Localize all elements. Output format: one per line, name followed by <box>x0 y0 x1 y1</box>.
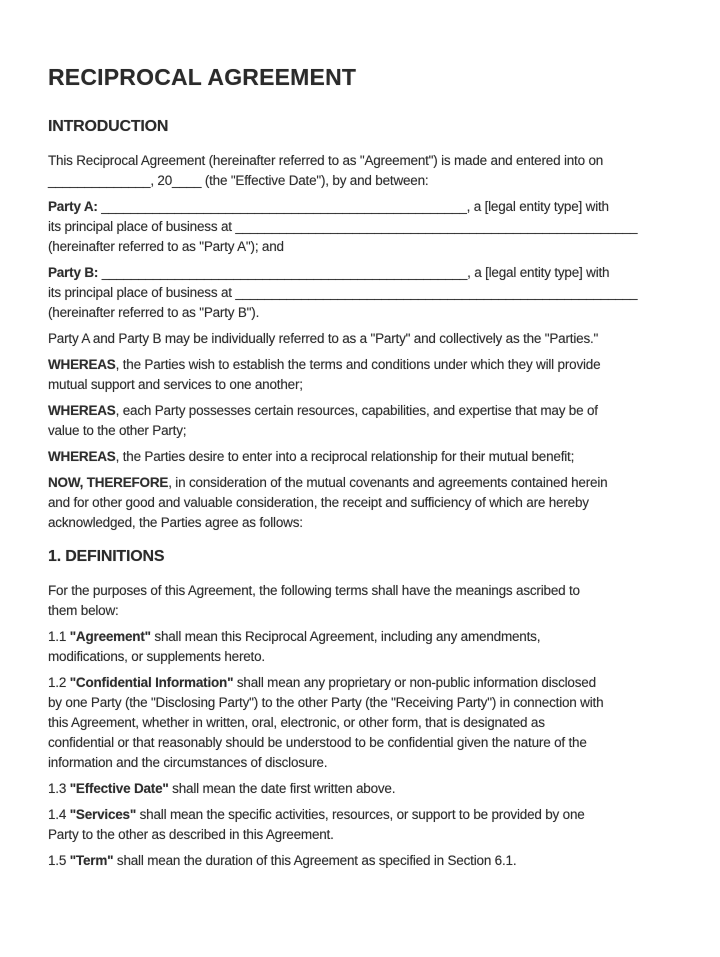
text-run: mutual support and services to one another; <box>48 377 303 392</box>
text-run: WHEREAS <box>48 403 116 418</box>
text-run: , the Parties wish to establish the terms and conditions under which they will provide <box>115 357 601 372</box>
text-run: "Agreement" <box>69 629 151 644</box>
paragraph <box>48 581 672 621</box>
text-line <box>48 171 672 191</box>
text-run: shall mean this Reciprocal Agreement, including any amendments, <box>150 629 541 644</box>
text-line <box>48 647 672 667</box>
text-run: "Effective Date" <box>69 781 169 796</box>
text-run: shall mean the specific activities, resources, or support to be provided by one <box>136 807 585 822</box>
paragraph <box>48 329 672 349</box>
section-heading: INTRODUCTION <box>48 118 169 135</box>
text-line <box>48 151 672 171</box>
text-line <box>48 673 672 693</box>
text-line <box>48 473 672 493</box>
paragraph <box>48 673 672 773</box>
text-run: Party B: <box>48 265 99 280</box>
text-run: "Term" <box>69 853 114 868</box>
text-line <box>48 237 672 257</box>
text-run: __________________________________________________, a [legal entity type] with <box>97 199 609 214</box>
text-line <box>48 805 672 825</box>
text-run: 1.5 <box>48 853 70 868</box>
text-run: its principal place of business at _______________________________________________________ <box>48 285 638 300</box>
text-run: modifications, or supplements hereto. <box>48 649 265 664</box>
section-heading: 1. DEFINITIONS <box>48 548 165 565</box>
text-line <box>48 447 672 467</box>
text-line <box>48 329 672 349</box>
text-line <box>48 733 672 753</box>
text-line <box>48 581 672 601</box>
text-line <box>48 713 672 733</box>
text-run: them below: <box>48 603 119 618</box>
text-line <box>48 401 672 421</box>
text-line <box>48 851 672 871</box>
document-title: RECIPROCAL AGREEMENT <box>48 64 357 90</box>
text-run: 1.1 <box>48 629 70 644</box>
text-run: (hereinafter referred to as "Party B"). <box>48 305 260 320</box>
text-run: information and the circumstances of disclosure. <box>48 755 328 770</box>
text-line <box>48 197 672 217</box>
text-run: shall mean the duration of this Agreement as specified in Section 6.1. <box>113 853 517 868</box>
text-run: 1.2 <box>48 675 70 690</box>
text-run: Party A and Party B may be individually referred to as a "Party" and collectively as the "Parties." <box>48 331 599 346</box>
text-line <box>48 493 672 513</box>
text-line <box>48 601 672 621</box>
text-run: WHEREAS <box>48 357 116 372</box>
text-line <box>48 779 672 799</box>
text-run: value to the other Party; <box>48 423 187 438</box>
text-line <box>48 303 672 323</box>
text-run: this Agreement, whether in written, oral, electronic, or other form, that is designated as <box>48 715 545 730</box>
text-line <box>48 825 672 845</box>
text-run: Party A: <box>48 199 98 214</box>
text-run: ______________, 20____ (the "Effective Date"), by and between: <box>48 173 429 188</box>
text-line <box>48 217 672 237</box>
paragraph <box>48 355 672 395</box>
text-line <box>48 375 672 395</box>
text-run: , in consideration of the mutual covenants and agreements contained herein <box>168 475 608 490</box>
text-run: Party to the other as described in this Agreement. <box>48 827 334 842</box>
text-run: its principal place of business at _______________________________________________________ <box>48 219 638 234</box>
paragraph <box>48 627 672 667</box>
text-run: (hereinafter referred to as "Party A"); and <box>48 239 284 254</box>
document-body <box>48 117 672 871</box>
paragraph <box>48 447 672 467</box>
text-line <box>48 627 672 647</box>
text-run: For the purposes of this Agreement, the following terms shall have the meanings ascribed to <box>48 583 580 598</box>
text-run: "Confidential Information" <box>69 675 234 690</box>
text-run: acknowledged, the Parties agree as follows: <box>48 515 303 530</box>
text-run: confidential or that reasonably should be understood to be confidential given the nature of the <box>48 735 587 750</box>
text-line <box>48 283 672 303</box>
text-run: "Services" <box>69 807 137 822</box>
text-run: and for other good and valuable consideration, the receipt and sufficiency of which are hereby <box>48 495 589 510</box>
text-run: shall mean the date first written above. <box>168 781 396 796</box>
paragraph <box>48 851 672 871</box>
paragraph <box>48 401 672 441</box>
paragraph <box>48 263 672 323</box>
text-run: WHEREAS <box>48 449 116 464</box>
text-run: , the Parties desire to enter into a reciprocal relationship for their mutual benefit; <box>115 449 575 464</box>
text-run: 1.4 <box>48 807 70 822</box>
text-run: , each Party possesses certain resources, capabilities, and expertise that may be of <box>115 403 598 418</box>
text-run: __________________________________________________, a [legal entity type] with <box>98 265 610 280</box>
text-run: shall mean any proprietary or non-public information disclosed <box>233 675 596 690</box>
paragraph <box>48 779 672 799</box>
paragraph <box>48 473 672 533</box>
text-line <box>48 693 672 713</box>
text-line <box>48 263 672 283</box>
text-run: by one Party (the "Disclosing Party") to the other Party (the "Receiving Party") in connection with <box>48 695 604 710</box>
paragraph <box>48 151 672 191</box>
text-run: This Reciprocal Agreement (hereinafter referred to as "Agreement") is made and entered into on <box>48 153 604 168</box>
text-line <box>48 513 672 533</box>
paragraph <box>48 197 672 257</box>
paragraph <box>48 805 672 845</box>
text-line <box>48 753 672 773</box>
text-run: 1.3 <box>48 781 70 796</box>
text-line <box>48 355 672 375</box>
text-line <box>48 421 672 441</box>
text-run: NOW, THEREFORE <box>48 475 169 490</box>
